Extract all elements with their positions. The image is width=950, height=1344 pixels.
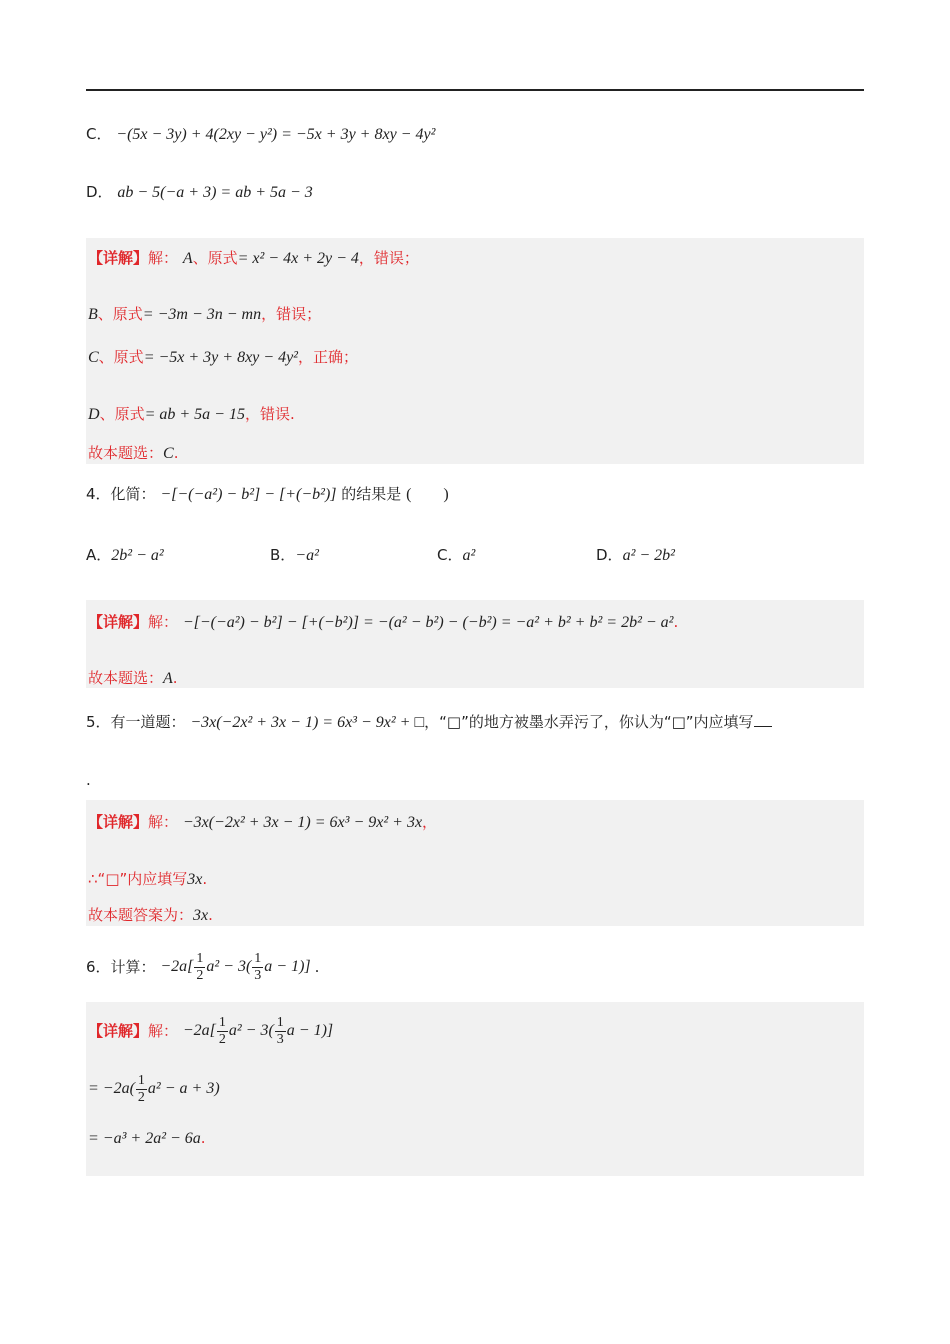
q3-option-c-expr: −(5x − 3y) + 4(2xy − y²) = −5x + 3y + 8xy − 4y²	[116, 126, 436, 143]
q4-option-c: C．a²	[437, 546, 476, 564]
q5-solution-line: 【详解】解： −3x(−2x² + 3x − 1) = 6x³ − 9x² + 3x，	[88, 813, 438, 831]
q6-solution-step1: 【详解】解： −2a[ $\frac{1}{2}$ a² − 3( $\frac{1}{3}$ a − 1)]	[88, 1014, 334, 1047]
q4-solution-line: 【详解】解： −[−(−a²) − b²] − [+(−b²)] = −(a² − b²) − (−b²) = −a² + b² + b² = 2b² − a².	[88, 613, 679, 631]
q6-question: 6．计算： −2a[ $\frac{1}{2}$ a² − 3( $\frac{1}{3}$ a − 1)] .	[86, 950, 320, 983]
q5-answer: 故本题答案为：3x.	[88, 906, 213, 924]
q4-answer-paren: ( )	[406, 486, 449, 503]
q4-option-d: D．a² − 2b²	[596, 546, 675, 564]
q3-answer: 故本题选：C.	[88, 444, 179, 462]
q6-solution-step2: = −2a( $\frac{1}{2}$ a² − a + 3)	[88, 1072, 220, 1105]
q4-question: 4．化简： −[−(−a²) − b²] − [+(−b²)] 的结果是 ( )	[86, 485, 449, 503]
q3-option-c: C． −(5x − 3y) + 4(2xy − y²) = −5x + 3y + 8xy − 4y²	[86, 125, 436, 143]
q3-option-d-expr: ab − 5(−a + 3) = ab + 5a − 3	[117, 184, 313, 201]
header-rule	[86, 89, 864, 91]
q3-solution-line-c: C、原式= −5x + 3y + 8xy − 4y²，正确；	[88, 348, 358, 366]
q4-expr: −[−(−a²) − b²] − [+(−b²)]	[160, 486, 337, 503]
q6-solution-step3: = −a³ + 2a² − 6a.	[88, 1129, 206, 1147]
q6-fraction-half: $\frac{1}{2}$	[196, 950, 204, 983]
q4-option-b: B．−a²	[270, 546, 319, 564]
q5-therefore-line: ∴“□”内应填写3x.	[88, 870, 208, 888]
q5-answer-blank	[754, 712, 772, 727]
q5-period: .	[86, 771, 91, 789]
q5-expr: −3x(−2x² + 3x − 1) = 6x³ − 9x² + □	[190, 714, 425, 731]
q4-option-a: A．2b² − a²	[86, 546, 164, 564]
q4-answer: 故本题选：A.	[88, 669, 178, 687]
q3-solution-line-b: B、原式= −3m − 3n − mn，错误；	[88, 305, 322, 323]
q3-option-d: D． ab − 5(−a + 3) = ab + 5a − 3	[86, 183, 313, 201]
q5-question: 5．有一道题： −3x(−2x² + 3x − 1) = 6x³ − 9x² + □，“□”的地方被墨水弄污了，你认为“□”内应填写	[86, 712, 772, 733]
q3-solution-line-d: D、原式= ab + 5a − 15，错误.	[88, 405, 295, 423]
q3-solution-line-a: 【详解】解： A、原式= x² − 4x + 2y − 4，错误；	[88, 249, 419, 267]
q6-fraction-third: $\frac{1}{3}$	[254, 950, 262, 983]
